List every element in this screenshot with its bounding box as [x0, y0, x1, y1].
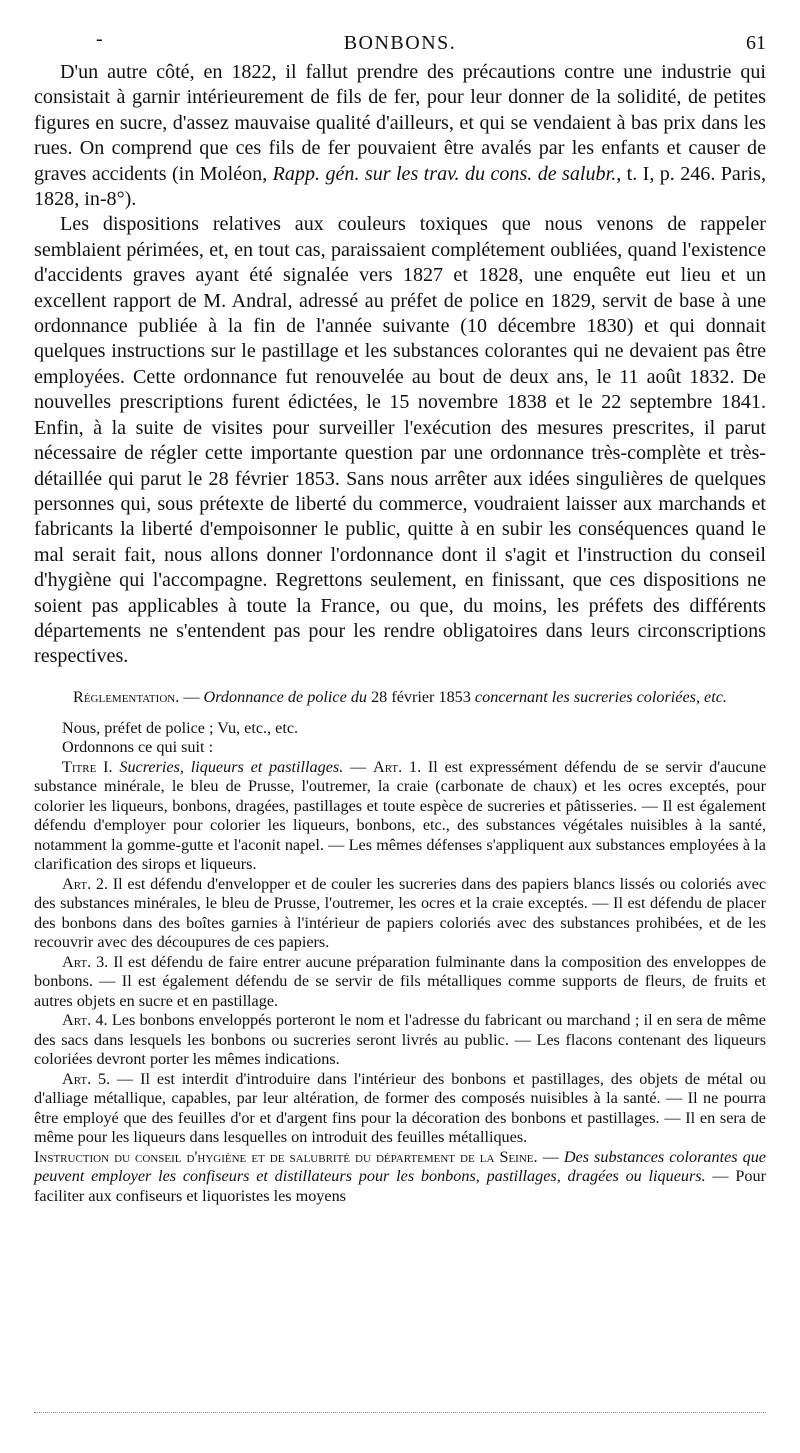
instruction-text: — Pour faciliter aux confiseurs et liquoristes les moyens — [34, 1167, 766, 1205]
article-4 — [34, 1011, 766, 1070]
article-label: Art. 2. — [62, 874, 109, 893]
titre-name: Sucreries, liqueurs et pastillages. — [119, 757, 344, 776]
paragraph-text: D'un autre côté, en 1822, il fallut prendre des précautions contre une industrie qui consistait à garnir intérieurement de fils de fer, pour leur donner de la solidité, de petites figures en sucre, d'assez mauvaise qualité d'ailleurs, et qui se vendaient à bas prix dans les rues. On comprend que ces fils de fer pouvaient être avalés par les enfants et causer de graves accidents (in Moléon, — [34, 61, 766, 185]
article-3 — [34, 953, 766, 1012]
header-mark: - — [96, 28, 103, 50]
ordinance-intro-1: Nous, préfet de police ; Vu, etc., etc. — [62, 718, 299, 737]
ordinance-intro-2: Ordonnons ce qui suit : — [62, 738, 214, 757]
instruction-title: Des substances colorantes que peuvent employer les confiseurs et distillateurs pour les bonbons, pastillages, dragées ou liqueurs. — [34, 1147, 766, 1186]
article-text: Les bonbons enveloppés porteront le nom et l'adresse du fabricant ou marchand ; il en sera de même des sacs dans lesquels les bonbons ou sucreries seront livrés au public. — Les flacons contenant des liqueurs coloriées devront porter les mêmes indications. — [34, 1011, 766, 1069]
heading-dash: — — [537, 1147, 564, 1166]
ordinance-title-start: Ordonnance de police du — [203, 687, 372, 706]
ordinance-title-end: concernant les sucreries coloriées, etc. — [470, 687, 727, 706]
article-label: Art. 4. — [62, 1011, 108, 1030]
instruction-paragraph — [34, 1148, 766, 1207]
ordinance-date: 28 février 1853 — [371, 687, 471, 706]
reglementation-label: Réglementation. — [73, 687, 180, 706]
running-title: BONBONS. — [343, 32, 457, 54]
heading-dash: — — [179, 687, 204, 706]
paragraph-dispositions: Les dispositions relatives aux couleurs toxiques que nous venons de rappeler semblaient périmées, et, en tout cas, paraissaient complétement oubliées, quand l'existence d'accidents graves ayant été signalée vers 1827 et 1828, une enquête eut lieu et un excellent rapport de M. Andral, adressé au préfet de police en 1829, servit de base à une ordonnance publiée à la fin de l'année suivante (10 décembre 1830) et qui donnait quelques instructions sur le pastillage et les substances colorantes qui ne devaient pas être employées. Cette ordonnance fut renouvelée au bout de deux ans, le 11 août 1832. De nouvelles prescriptions furent édictées, le 15 novembre 1838 et le 22 septembre 1841. Enfin, à la suite de visites pour surveiller l'exécution des mesures prescrites, il parut nécessaire de régler cette importante question par une ordonnance très-complète et très-détaillée qui parut le 28 février 1853. Sans nous arrêter aux idées singulières de quelques personnes qui, sous prétexte de liberté du commerce, voudraient laisser aux marchands et fabricants la liberté d'empoisonner le public, quitte à en subir les conséquences quand le mal serait fait, nous allons donner l'ordonnance dont il s'agit et l'instruction du conseil d'hygiène qui l'accompagne. Regrettons seulement, en finissant, que ces dispositions ne soient pas applicables à toute la France, ou que, du moins, les préfets des différents départements ne s'entendent pas pour les rendre obligatoires dans leurs circonscriptions respectives. — [34, 213, 766, 668]
article-label: Art. 3. — [62, 952, 109, 971]
citation-details: , t. I, p. 246. Paris, 1828, in-8°). — [34, 162, 766, 211]
citation-title: Rapp. gén. sur les trav. du cons. de salubr. — [272, 162, 617, 185]
article-text: — Il est interdit d'introduire dans l'intérieur des bonbons et pastillages, des objets de métal ou d'alliage métallique, capables, par leur altération, de former des composés nuisibles à la santé. — Il ne pourra être employé que des feuilles d'or et d'argent fins pour la décoration des bonbons et pastillages. — Il en sera de même pour les liqueurs dans lesquelles on introduit des feuilles métalliques. — [34, 1069, 766, 1147]
article-text: Il est défendu de faire entrer aucune préparation fulminante dans la composition des enveloppes de bonbons. — Il est également défendu de se servir de fils métalliques comme supports de fleurs, de fruits et autres objets en sucre et en pastillage. — [34, 952, 767, 1010]
instruction-label: Instruction du conseil d'hygiène et de salubrité du département de la Seine. — [34, 1147, 538, 1166]
article-2 — [34, 875, 766, 953]
paragraph-1822 — [34, 60, 766, 212]
reglementation-heading — [34, 686, 766, 709]
page-body — [34, 60, 766, 1206]
article-label: Art. 1. — [373, 757, 422, 776]
titre-label: Titre I. — [62, 757, 113, 776]
footer-dotted-rule — [34, 1412, 766, 1413]
article-text: Il est défendu d'envelopper et de couler les sucreries dans des papiers blancs lissés ou coloriés avec des substances minérales, le bleu de Prusse, l'outremer, les ocres et la craie exceptés. — Il est défendu de placer des bonbons dans des boîtes garnies à l'intérieur de papiers coloriés avec des substances prohibées, et de les recouvrir avec des découpures de ces papiers. — [34, 874, 767, 952]
article-1: Titre I. Sucreries, liqueurs et pastillages. — Art. 1. Il est expressément défendu de se servir d'aucune substance minérale, le bleu de Prusse, l'outremer, la craie (carbonate de chaux) et les ocres exceptés, pour colorier les liqueurs, bonbons, dragées, pastillages et toute espèce de sucreries et pâtisseries. — Il est également défendu d'employer pour colorier les liqueurs, bonbons, etc., des substances végétales nuisibles à la santé, notamment la gomme-gutte et l'aconit napel. — Les mêmes défenses s'appliquent aux substances employées à la clarification des sirops et liqueurs. — [34, 757, 767, 874]
article-label: Art. 5. — [62, 1069, 111, 1088]
page-number: 61 — [746, 32, 766, 54]
running-header — [34, 30, 766, 56]
article-text: Il est expressément défendu de se servir d'aucune substance minérale, le bleu de Prusse, l'outremer, la craie (carbonate de chaux) et les ocres exceptés, pour colorier les liqueurs, bonbons, dragées, pastillages et toute espèce de sucreries et pâtisseries. — Il est également défendu d'employer pour colorier les liqueurs, bonbons, etc., des substances végétales nuisibles à la santé, notamment la gomme-gutte et l'aconit napel. — Les mêmes défenses s'appliquent aux substances employées à la clarification des sirops et liqueurs. — [34, 757, 767, 874]
article-5 — [34, 1070, 766, 1148]
